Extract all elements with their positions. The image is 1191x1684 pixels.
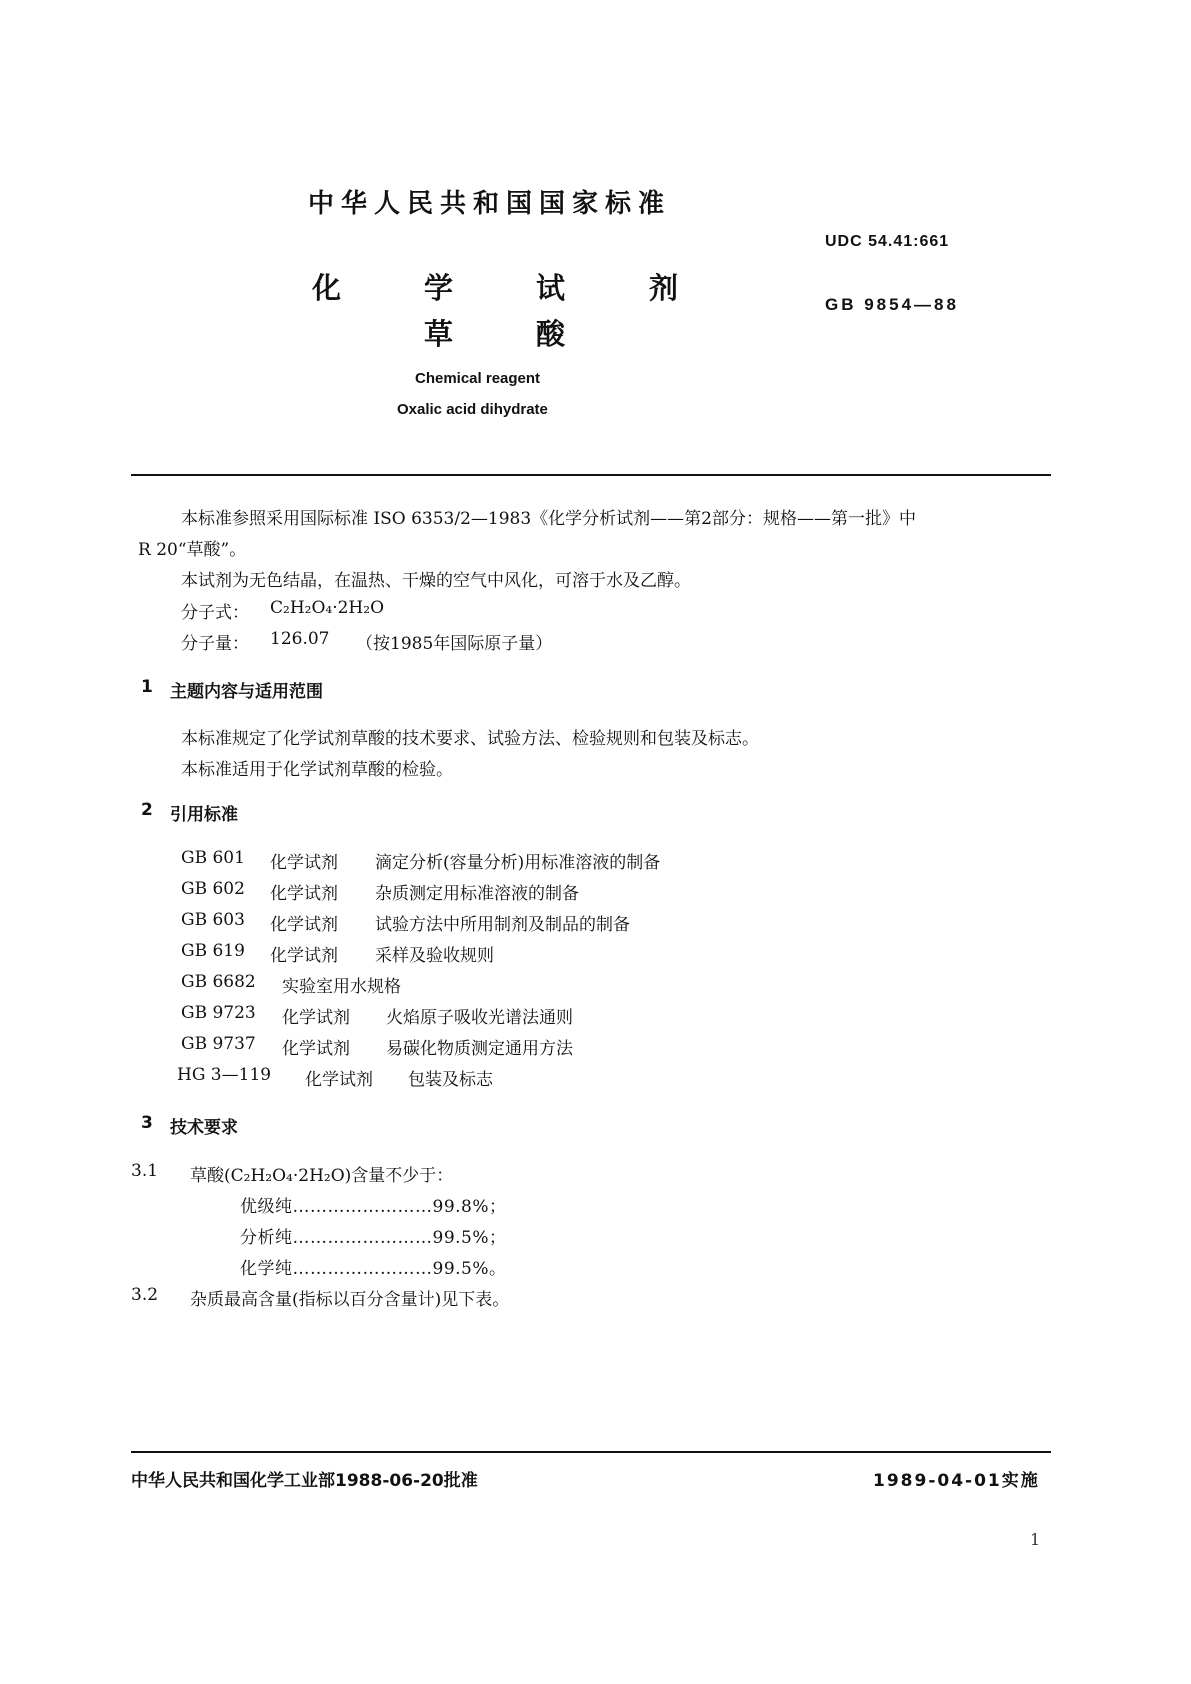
title-char: 化 <box>312 271 342 305</box>
subsection-3-2-text: 杂质最高含量(指标以百分含量计)见下表。 <box>190 1290 510 1310</box>
title-char: 学 <box>424 271 454 305</box>
section-1-paragraph-1: 本标准规定了化学试剂草酸的技术要求、试验方法、检验规则和包装及标志。 <box>181 729 759 749</box>
formula-label: 分子式： <box>181 603 249 623</box>
reference-code: GB 9737 <box>181 1034 256 1054</box>
title-char: 试 <box>536 271 566 305</box>
reference-title: 滴定分析(容量分析)用标准溶液的制备 <box>375 853 661 873</box>
molecular-weight-note: （按1985年国际原子量） <box>356 634 553 654</box>
section-3-number: 3 <box>141 1113 153 1133</box>
english-title-line1: Chemical reagent <box>415 370 541 387</box>
reference-code: GB 9723 <box>181 1003 256 1023</box>
intro-paragraph-1-cont: R 20“草酸”。 <box>138 540 247 560</box>
section-2-title: 引用标准 <box>170 805 238 825</box>
formula-value: C₂H₂O₄·2H₂O <box>270 598 385 618</box>
reference-category: 化学试剂 <box>270 915 338 935</box>
implementation-date: 1989-04-01实施 <box>873 1471 1040 1491</box>
reference-title: 试验方法中所用制剂及制品的制备 <box>375 915 630 935</box>
section-1-number: 1 <box>141 677 153 697</box>
section-2-number: 2 <box>141 800 153 820</box>
grade-line: 化学纯……………………99.5%。 <box>240 1259 507 1279</box>
grade-line: 分析纯……………………99.5%； <box>240 1228 507 1248</box>
reference-category: 实验室用水规格 <box>282 977 401 997</box>
section-1-paragraph-2: 本标准适用于化学试剂草酸的检验。 <box>181 760 453 780</box>
subsection-3-1-number: 3.1 <box>131 1161 159 1181</box>
reference-category: 化学试剂 <box>270 884 338 904</box>
reference-title: 采样及验收规则 <box>375 946 494 966</box>
bottom-divider <box>131 1451 1051 1453</box>
gb-number: GB 9854—88 <box>825 295 959 314</box>
english-title-line2: Oxalic acid dihydrate <box>397 401 548 418</box>
section-1-title: 主题内容与适用范围 <box>170 682 323 702</box>
subsection-3-2-number: 3.2 <box>131 1285 159 1305</box>
intro-paragraph-1: 本标准参照采用国际标准 ISO 6353/2—1983《化学分析试剂——第2部分：规格——第一批》中 <box>181 509 916 529</box>
title-char: 草 <box>424 317 454 351</box>
national-standard-heading: 中华人民共和国国家标准 <box>308 189 672 219</box>
reference-category: 化学试剂 <box>305 1070 373 1090</box>
reference-title: 易碳化物质测定通用方法 <box>386 1039 573 1059</box>
molecular-weight-value: 126.07 <box>270 629 330 649</box>
reference-category: 化学试剂 <box>282 1039 350 1059</box>
title-char: 酸 <box>536 317 566 351</box>
reference-title: 火焰原子吸收光谱法通则 <box>386 1008 573 1028</box>
section-3-title: 技术要求 <box>170 1118 238 1138</box>
reference-code: GB 6682 <box>181 972 256 992</box>
subsection-3-1-text: 草酸(C₂H₂O₄·2H₂O)含量不少于： <box>190 1166 454 1186</box>
top-divider <box>131 474 1051 476</box>
reference-code: GB 603 <box>181 910 245 930</box>
reference-category: 化学试剂 <box>270 946 338 966</box>
page-number: 1 <box>1030 1530 1041 1549</box>
reference-code: GB 619 <box>181 941 245 961</box>
reference-category: 化学试剂 <box>282 1008 350 1028</box>
reference-code: GB 601 <box>181 848 245 868</box>
approval-info: 中华人民共和国化学工业部1988-06-20批准 <box>131 1471 478 1491</box>
reference-title: 杂质测定用标准溶液的制备 <box>375 884 579 904</box>
reference-code: HG 3—119 <box>177 1065 272 1085</box>
grade-line: 优级纯……………………99.8%； <box>240 1197 507 1217</box>
reference-code: GB 602 <box>181 879 245 899</box>
reference-category: 化学试剂 <box>270 853 338 873</box>
title-char: 剂 <box>649 271 679 305</box>
molecular-weight-label: 分子量： <box>181 634 249 654</box>
udc-code: UDC 54.41:661 <box>825 233 950 250</box>
intro-paragraph-2: 本试剂为无色结晶，在温热、干燥的空气中风化，可溶于水及乙醇。 <box>181 571 691 591</box>
reference-title: 包装及标志 <box>408 1070 493 1090</box>
